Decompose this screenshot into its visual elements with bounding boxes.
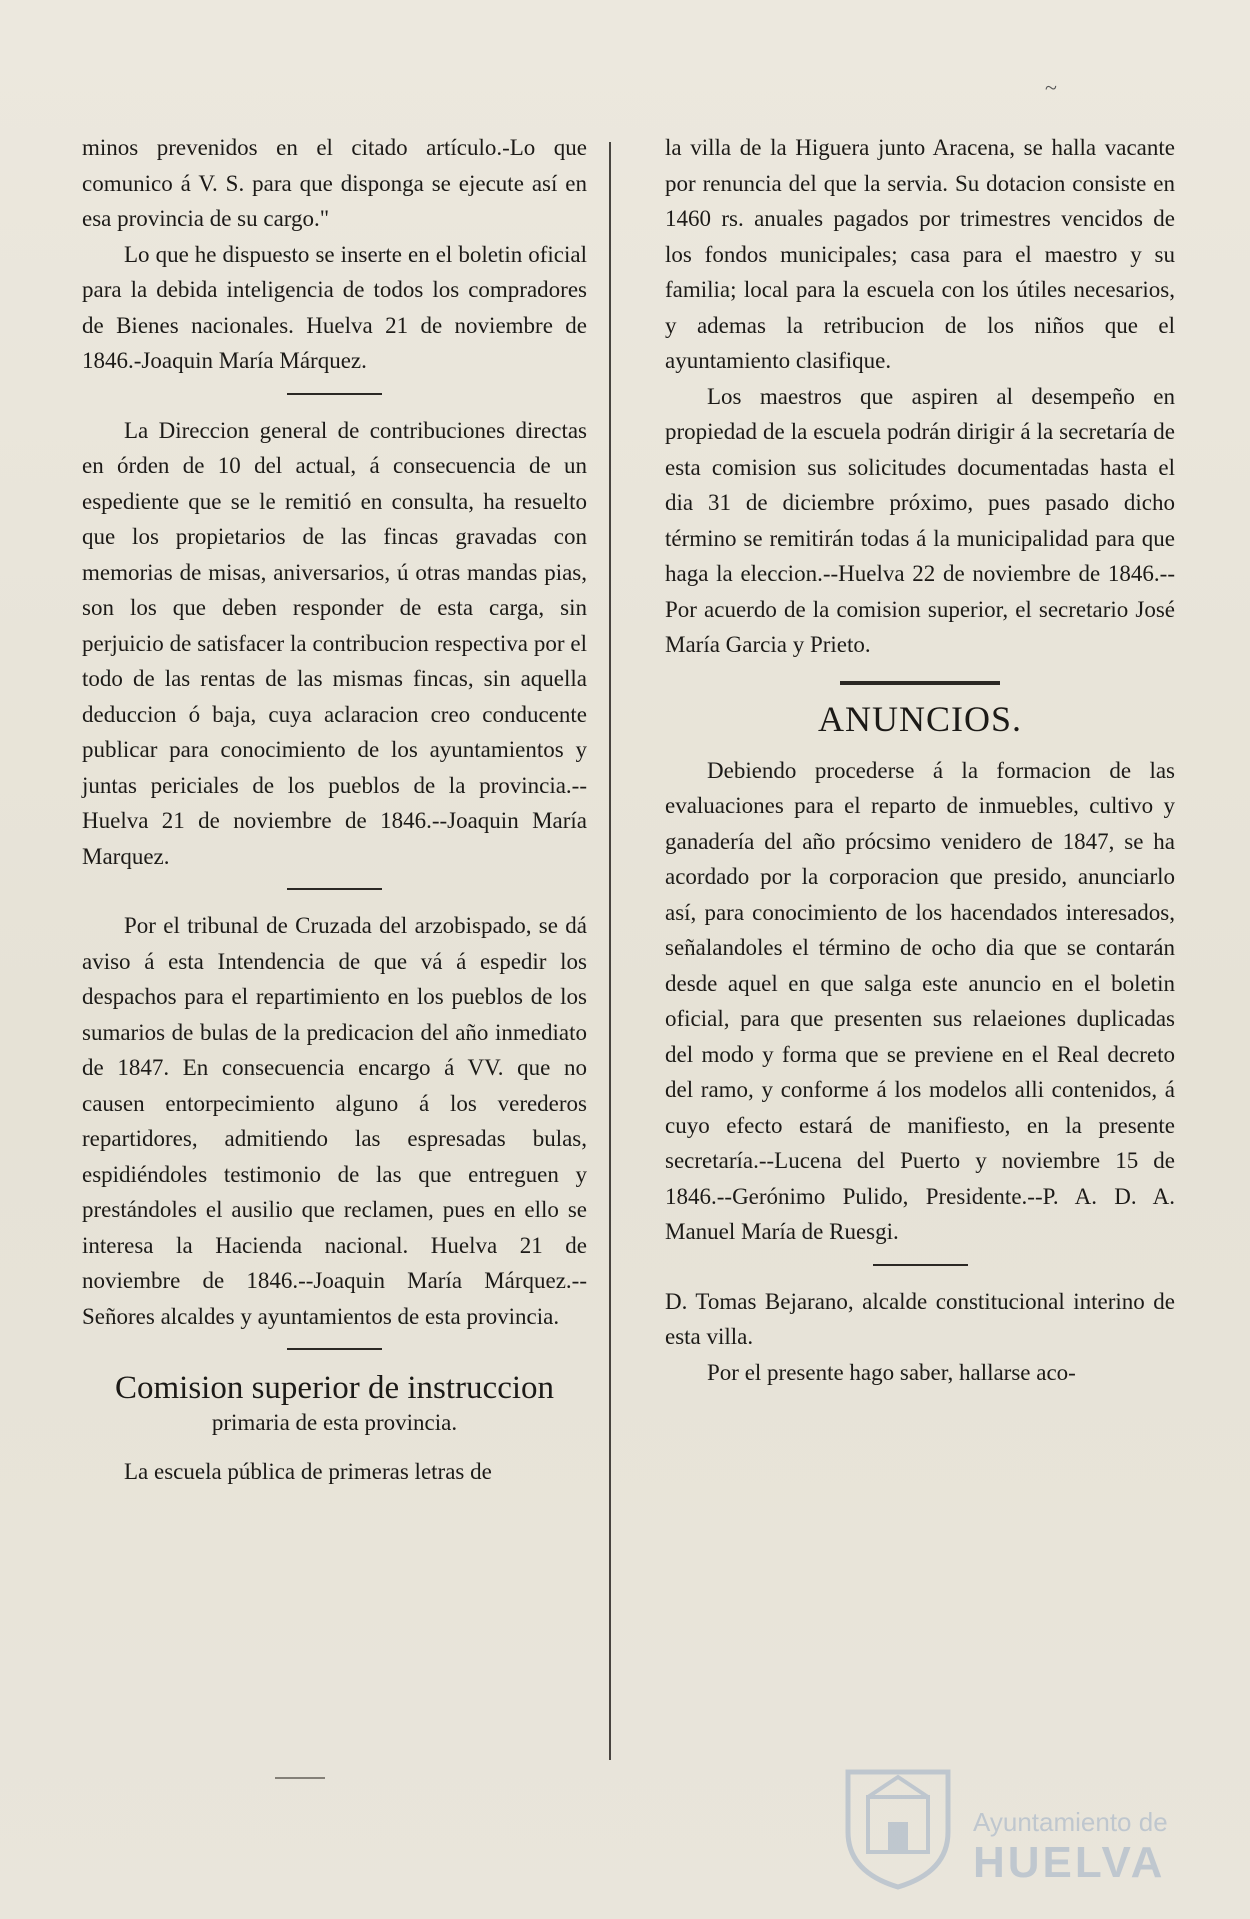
left-column (82, 130, 587, 1490)
right-paragraph-4: D. Tomas Bejarano, alcalde constitucional interino de esta villa. (665, 1288, 1175, 1349)
left-paragraph-4: Por el tribunal de Cruzada del arzobispado, se dá aviso á esta Intendencia de que vá á espedir los despachos para el repartimiento en los pueblos de los sumarios de bulas de la predicacion del año inmediato de 1847. En consecuencia encargo á VV. que no causen entorpecimiento alguno á los verederos repartidores, admitiendo las espresadas bulas, espidiéndoles testimonio de las que entreguen y prestándoles el ausilio que reclamen, pues en ello se interesa la Hacienda nacional. Huelva 21 de noviembre de 1846.--Joaquin María Márquez.--Señores alcaldes y ayuntamientos de esta provincia. (82, 913, 587, 1329)
section-divider (287, 1348, 382, 1350)
section-divider (873, 1264, 968, 1266)
right-paragraph-2: Los maestros que aspiren al desempeño en propiedad de la escuela podrán dirigir á la secretaría de esta comision sus solicitudes documentadas hasta el dia 31 de diciembre próximo, pues pasado dicho término se remitirán todas á la municipalidad para que haga la eleccion.--Huelva 22 de noviembre de 1846.--Por acuerdo de la comision superior, el secretario José María Garcia y Prieto. (665, 383, 1175, 657)
section-subheading: primaria de esta provincia. (211, 1410, 458, 1435)
right-paragraph-5: Por el presente hago saber, hallarse aco- (707, 1359, 1076, 1385)
section-heading: Comision superior de instruccion (114, 1370, 555, 1406)
left-paragraph-5: La escuela pública de primeras letras de (124, 1459, 492, 1484)
left-paragraph-1: minos prevenidos en el citado artículo.-Lo que comunico á V. S. para que disponga se ejecute así en esa provincia de su cargo." (82, 135, 587, 231)
left-paragraph-3: La Direccion general de contribuciones directas en órden de 10 del actual, á consecuencia de un espediente que se le remitió en consulta, ha resuelto que los propietarios de las fincas gravadas con memorias de misas, aniversarios, ú otras mandas pias, son los que deben responder de esta carga, sin perjuicio de satisfacer la contribucion respectiva por el todo de las rentas de las mismas fincas, sin aquella deduccion ó baja, cuya aclaracion creo conducente publicar para conocimiento de los ayuntamientos y juntas periciales de los pueblos de la provincia.--Huelva 21 de noviembre de 1846.--Joaquin María Marquez. (82, 417, 587, 869)
watermark-line-1: Ayuntamiento de (973, 1807, 1168, 1837)
section-divider (840, 681, 1000, 685)
footer-dash (275, 1777, 325, 1779)
section-divider (287, 888, 382, 890)
column-divider (609, 142, 611, 1760)
left-paragraph-2: Lo que he dispuesto se inserte en el boletin oficial para la debida inteligencia de todos los compradores de Bienes nacionales. Huelva 21 de noviembre de 1846.-Joaquin María Márquez. (82, 241, 587, 373)
anuncios-heading: ANUNCIOS. (817, 698, 1022, 739)
shield-icon (838, 1762, 958, 1892)
ayuntamiento-watermark (838, 1762, 1168, 1892)
corner-mark: ~ (1045, 75, 1057, 100)
section-divider (287, 393, 382, 395)
right-paragraph-3: Debiendo procederse á la formacion de las evaluaciones para el reparto de inmuebles, cultivo y ganadería del año prócsimo venidero de 1847, se ha acordado por la corporacion que presido, anunciarlo así, para conocimiento de los hacendados interesados, señalandoles el término de ocho dia que se contarán desde aquel en que salga este anuncio en el boletin oficial, para que presenten sus relaeiones duplicadas del modo y forma que se previene en el Real decreto del ramo, y conforme á los modelos alli contenidos, á cuyo efecto estará de manifiesto, en la presente secretaría.--Lucena del Puerto y noviembre 15 de 1846.--Gerónimo Pulido, Presidente.--P. A. D. A. Manuel María de Ruesgi. (665, 757, 1175, 1244)
right-column (665, 130, 1175, 1390)
watermark-line-2: HUELVA (973, 1838, 1166, 1887)
right-paragraph-1: la villa de la Higuera junto Aracena, se halla vacante por renuncia del que la servia. Su dotacion consiste en 1460 rs. anuales pagados por trimestres vencidos de los fondos municipales; casa para el maestro y su familia; local para la escuela con los útiles necesarios, y ademas la retribucion de los niños que el ayuntamiento clasifique. (665, 135, 1175, 373)
